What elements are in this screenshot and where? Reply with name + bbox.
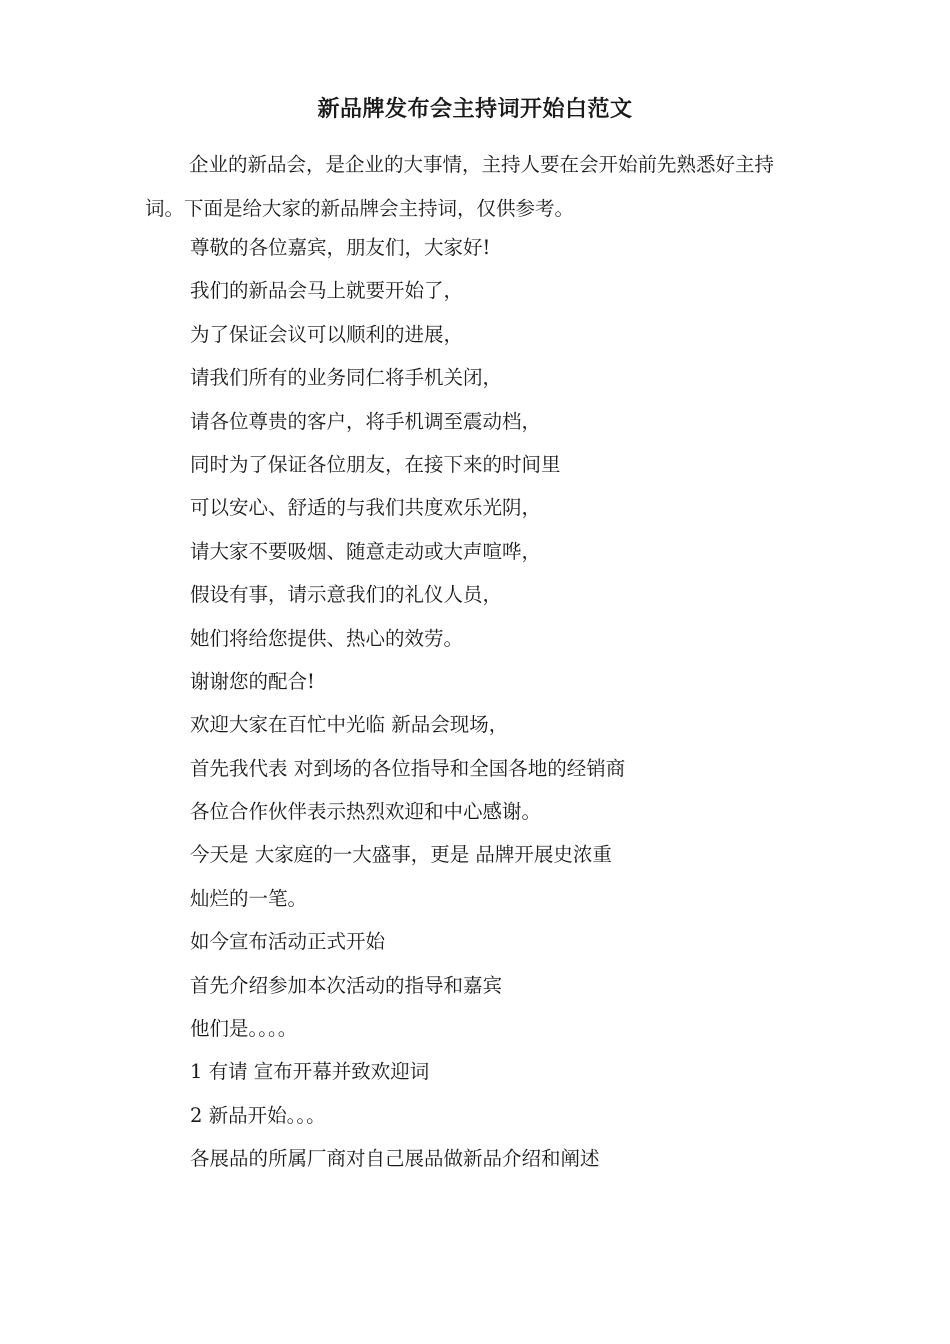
script-line: 她们将给您提供、热心的效劳。: [190, 626, 464, 650]
script-line: 同时为了保证各位朋友，在接下来的时间里: [190, 452, 561, 476]
script-line: 请各位尊贵的客户，将手机调至震动档，: [190, 409, 542, 433]
script-line: 灿烂的一笔。: [190, 886, 308, 910]
script-line: 各展品的所属厂商对自己展品做新品介绍和阐述: [190, 1147, 600, 1171]
script-line: 欢迎大家在百忙中光临 新品会现场，: [190, 713, 509, 737]
script-line: 尊敬的各位嘉宾，朋友们，大家好!: [190, 236, 491, 259]
script-line: 首先介绍参加本次活动的指导和嘉宾: [190, 973, 503, 997]
script-line: 我们的新品会马上就要开始了，: [190, 279, 464, 303]
document-title: 新品牌发布会主持词开始白范文: [317, 96, 633, 122]
script-line: 谢谢您的配合!: [190, 669, 315, 693]
script-lines: [190, 226, 830, 1181]
script-line: 如今宣布活动正式开始: [190, 930, 386, 954]
script-line: 可以安心、舒适的与我们共度欢乐光阴，: [190, 496, 542, 520]
script-line: 2 新品开始。。。: [190, 1103, 326, 1127]
script-line: 请我们所有的业务同仁将手机关闭，: [190, 366, 503, 390]
intro-paragraph: 企业的新品会，是企业的大事情，主持人要在会开始前先熟悉好主持词。下面是给大家的新品牌会主持词，仅供参考。: [145, 153, 775, 220]
script-line: 假设有事，请示意我们的礼仪人员，: [190, 583, 503, 607]
script-line: 他们是。。。。: [190, 1017, 298, 1041]
script-line: 为了保证会议可以顺利的进展，: [190, 322, 464, 346]
script-line: 1 有请 宣布开幕并致欢迎词: [190, 1060, 430, 1084]
script-line: 各位合作伙伴表示热烈欢迎和中心感谢。: [190, 800, 542, 824]
script-line: 请大家不要吸烟、随意走动或大声喧哗，: [190, 539, 542, 563]
script-line: 首先我代表 对到场的各位指导和全国各地的经销商: [190, 756, 626, 780]
script-line: 今天是 大家庭的一大盛事，更是 品牌开展史浓重: [190, 843, 612, 867]
